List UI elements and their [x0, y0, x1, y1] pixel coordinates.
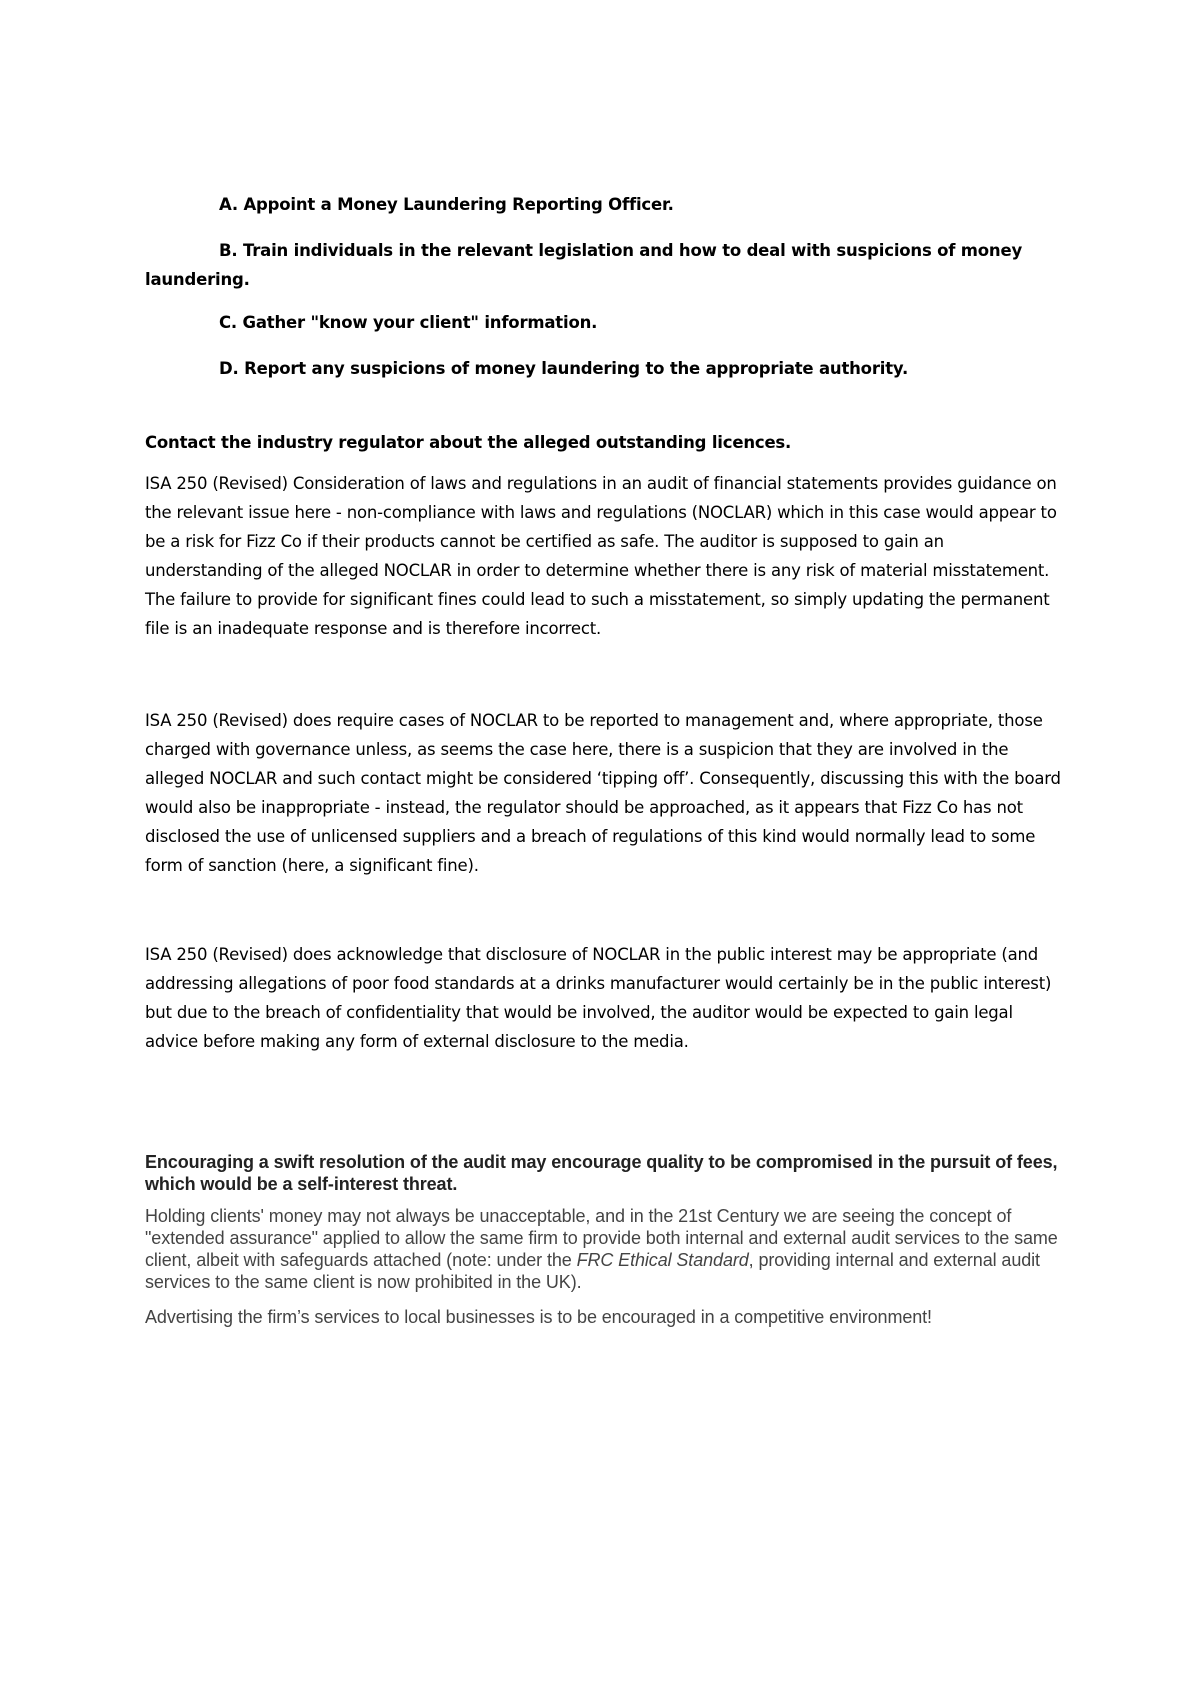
list-item-b: B. Train individuals in the relevant legislation and how to deal with suspicions of money laundering.: [145, 241, 1023, 289]
section2-paragraph-2: Advertising the firm’s services to local businesses is to be encouraged in a competitive environment!: [145, 1307, 932, 1327]
section2-paragraph-1-start: Holding clients' money may not always be unacceptable, and in the 21st Century we are seeing the concept of "extended assurance" applied to allow the same firm to provide both internal and external audit services to the same client, albeit with safeguards attached (note: under the: [145, 1206, 1058, 1270]
list-item-a: A. Appoint a Money Laundering Reporting Officer.: [219, 195, 674, 214]
section2-heading: Encouraging a swift resolution of the audit may encourage quality to be compromised in the pursuit of fees, which would be a self-interest threat.: [145, 1152, 1058, 1194]
list-item-c: C. Gather "know your client" information.: [219, 313, 598, 332]
list-item-d: D. Report any suspicions of money laundering to the appropriate authority.: [219, 359, 909, 378]
section1-paragraph-2: ISA 250 (Revised) does require cases of NOCLAR to be reported to management and, where appropriate, those charged with governance unless, as seems the case here, there is a suspicion that they are involved in the alleged NOCLAR and such contact might be considered ‘tipping off’. Consequently, discussing this with the board would also be inappropriate - instead, the regulator should be approached, as it appears that Fizz Co has not disclosed the use of unlicensed suppliers and a breach of regulations of this kind would normally lead to some form of sanction (here, a significant fine).: [145, 711, 1061, 875]
frc-ethical-standard-title: FRC Ethical Standard: [576, 1250, 749, 1270]
section1-paragraph-3: ISA 250 (Revised) does acknowledge that disclosure of NOCLAR in the public interest may be appropriate (and addressing allegations of poor food standards at a drinks manufacturer would certainly be in the public interest) but due to the breach of confidentiality that would be involved, the auditor would be expected to gain legal advice before making any form of external disclosure to the media.: [145, 945, 1052, 1051]
section2-paragraph-1-end: , providing internal and external audit services to the same client is now prohibited in the UK).: [145, 1250, 1040, 1292]
section2-paragraph-1: [145, 1205, 1065, 1293]
money-laundering-steps-list: [145, 190, 1065, 383]
section1-paragraph-1: ISA 250 (Revised) Consideration of laws and regulations in an audit of financial statements provides guidance on the relevant issue here - non-compliance with laws and regulations (NOCLAR) which in this case would appear to be a risk for Fizz Co if their products cannot be certified as safe. The auditor is supposed to gain an understanding of the alleged NOCLAR in order to determine whether there is any risk of material misstatement. The failure to provide for significant fines could lead to such a misstatement, so simply updating the permanent file is an inadequate response and is therefore incorrect.: [145, 474, 1057, 638]
section1-heading: Contact the industry regulator about the alleged outstanding licences.: [145, 433, 792, 452]
document-body: [145, 190, 1065, 1328]
